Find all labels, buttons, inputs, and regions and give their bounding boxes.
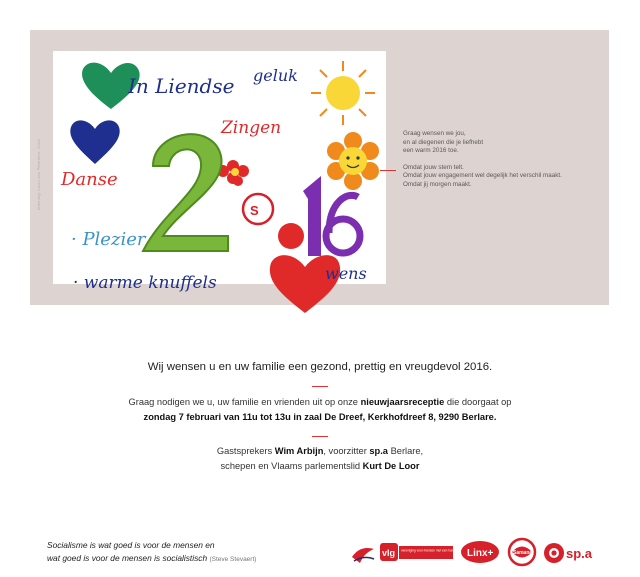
sun-icon [311, 61, 375, 125]
vlg-mark: vlg [382, 548, 396, 558]
seniorenraad-logo [350, 543, 376, 565]
side-line: en al diegenen die je liefhebt [403, 138, 484, 146]
flower-icon [327, 132, 379, 190]
quote-line-1: Socialisme is wat goed is voor de mensen en [47, 540, 215, 550]
spa-logo [543, 541, 603, 565]
side-line: Graag wensen we jou, [403, 130, 466, 137]
side-line: Omdat jouw engagement wel degelijk het verschil maakt. [403, 172, 562, 180]
divider [312, 436, 328, 437]
divider [312, 386, 328, 387]
side-line: Omdat jouw stem telt. [403, 163, 464, 171]
new-year-wish: Wij wensen u en uw familie een gezond, prettig en vreugdevol 2016. [147, 361, 493, 373]
drawing-art [53, 51, 386, 293]
samana-logo [506, 537, 538, 567]
purple-one [303, 176, 321, 256]
invitation-line-1: Graag nodigen we u, uw familie en vrienden uit op onze nieuwjaarsreceptie die doorgaat op [128, 397, 512, 407]
speakers-line-2: schepen en Vlaams parlementslid Kurt De Loor [220, 460, 420, 471]
invitation-text [0, 395, 640, 424]
linx-mark: Linx+ [467, 548, 494, 559]
speakers-line-1: Gastsprekers Wim Arbijn, voorzitter sp.a Berlare, [216, 446, 424, 456]
child-drawing [53, 51, 386, 293]
word-zingen: Zingen [221, 118, 282, 138]
quote-block [47, 539, 256, 566]
quote-line-2: wat goed is voor de mensen is socialistisch (Steve Stevaert) [47, 552, 257, 563]
header-banner [30, 30, 609, 305]
side-message [403, 130, 593, 190]
linx-logo [460, 540, 500, 564]
drawing-credit: tekening: Lucia van Pieterken, Vorst [36, 138, 41, 210]
vlg-subtext: vereniging voor mensen met een handicap [401, 548, 462, 553]
word-wens: wens [325, 264, 367, 283]
side-divider [380, 170, 396, 171]
word-in-liefde: In Liendse [128, 74, 235, 98]
side-line: een warm 2016 toe. [403, 147, 459, 155]
blue-heart-icon [70, 120, 119, 164]
word-plezier: · Plezier [71, 229, 146, 250]
word-knuffels: · warme knuffels [73, 273, 217, 293]
speakers-text [0, 444, 640, 473]
red-zero [278, 223, 304, 249]
vlg-logo [380, 541, 462, 565]
word-danse: Danse [61, 169, 118, 190]
word-geluk: geluk [253, 66, 298, 85]
spa-mark: sp.a [566, 546, 593, 561]
big-two [143, 134, 228, 251]
samana-mark: Samana [513, 550, 533, 556]
spa-rose-logo [243, 194, 273, 224]
side-line: Omdat jij morgen maakt. [403, 180, 472, 188]
svg-text:S: S [250, 203, 259, 218]
invitation-line-2: zondag 7 februari van 11u tot 13u in zaal De Dreef, Kerkhofdreef 8, 9290 Berlare. [143, 411, 497, 422]
